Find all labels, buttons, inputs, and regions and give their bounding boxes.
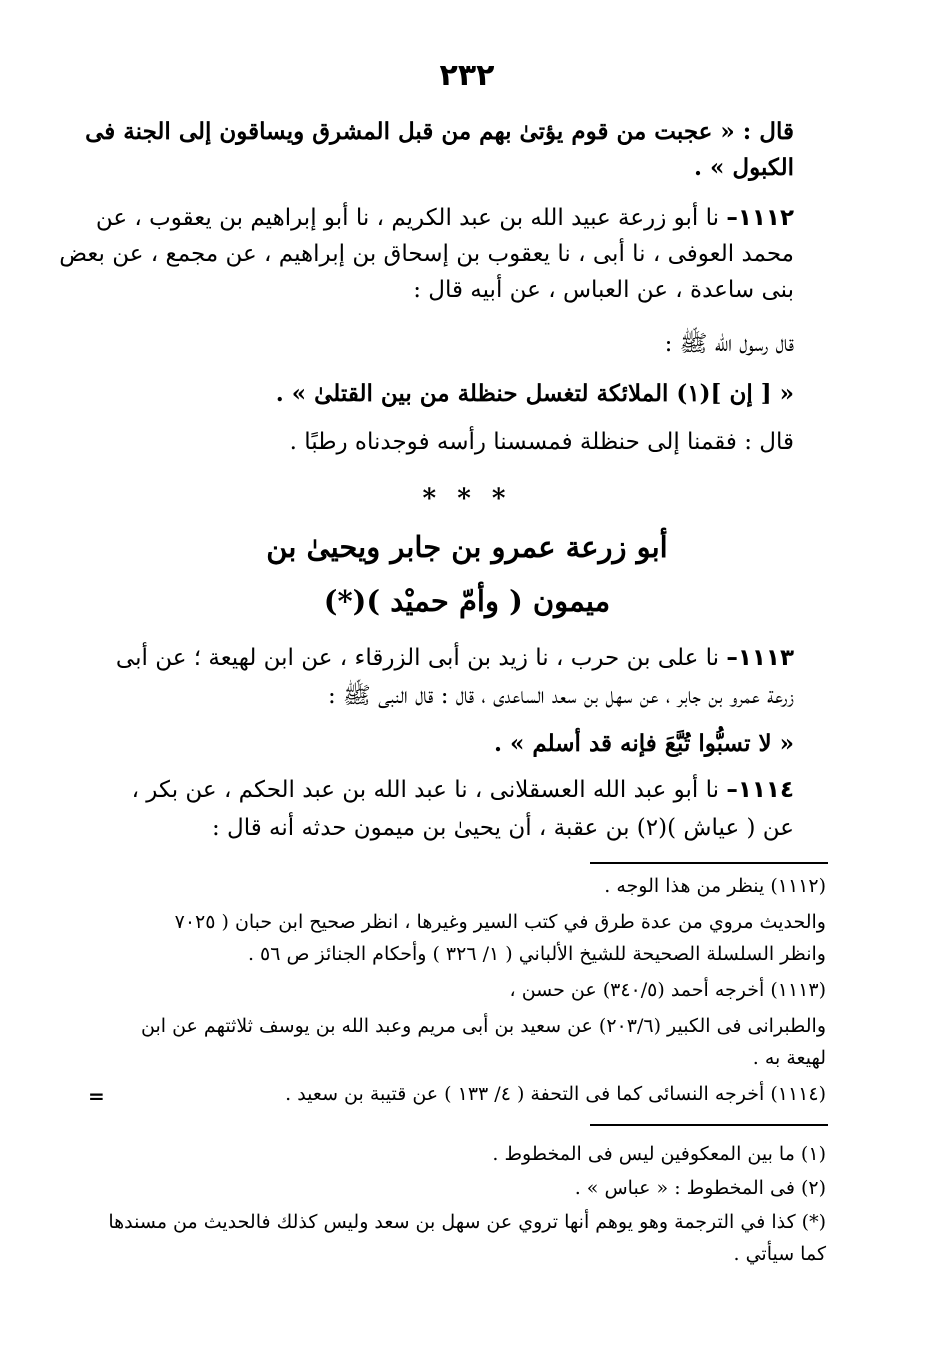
footnote-2: (٢) فى المخطوط : « عباس » . [574,1177,826,1199]
continuation-mark: = [88,1084,105,1108]
hadith-1112-quote: « [ إن ](١) الملائكة لتغسل حنظلة من بين القتلىٰ » . [275,380,794,407]
hadith-1112-line-5: قال : فقمنا إلى حنظلة فمسسنا رأسه فوجدناه رطبًا . [289,429,794,455]
hadith-number: ١١١٣– [726,645,794,671]
hadith-1112-line-3: بنى ساعدة ، عن العباس ، عن أبيه قال : [413,277,794,303]
section-heading-line-2: ميمون ( وأمّ حميْد )(*) [323,584,611,618]
hadith-1112-line-1 [96,202,794,234]
note-line-6: لهيعة به . [752,1047,826,1069]
hadith-number: ١١١٢– [726,205,794,231]
hadith-1114-line-2: عن ( عياش )(٢) بن عقبة ، أن يحيىٰ بن ميمون حدثه أنه قال : [211,815,794,841]
page-number: ٢٣٢ [439,58,495,93]
note-line-1: (١١١٢) ينظر من هذا الوجه . [604,875,826,897]
hadith-text: نا أبو عبد الله العسقلانى ، نا عبد الله بن عبد الحكم ، عن بكر ، [131,777,720,803]
hadith-1113-quote: « لا تسبُّوا تُبَّعَ فإنه قد أسلم » . [493,730,794,757]
hadith-number: ١١١٤– [726,777,794,803]
section-separator: * * * [422,484,512,514]
footnote-1: (١) ما بين المعكوفين ليس فى المخطوط . [492,1143,826,1165]
note-line-3: وانظر السلسلة الصحيحة للشيخ الألباني ( ١/ ٣٢٦ ) وأحكام الجنائز ص ٥٦ . [247,943,826,965]
section-heading-line-1: أبو زرعة عمرو بن جابر ويحيىٰ بن [266,530,668,564]
hadith-text: نا أبو زرعة عبيد الله بن عبد الكريم ، نا أبو إبراهيم بن يعقوب ، عن [95,205,720,231]
hadith-1112-line-2: محمد العوفى ، نا أبى ، نا يعقوب بن إسحاق بن إبراهيم ، عن مجمع ، عن بعض [59,241,794,267]
note-line-7: (١١١٤) أخرجه النسائى كما فى التحفة ( ٤/ ١٣٣ ) عن قتيبة بن سعيد . [285,1083,826,1105]
hadith-1112-line-4: قال رسول الله ﷺ : [664,331,794,357]
note-line-4: (١١١٣) أخرجه أحمد (٣٤٠/٥) عن حسن ، [509,979,826,1001]
note-line-5: والطبرانى فى الكبير (٢٠٣/٦) عن سعيد بن أبى مريم وعبد الله بن يوسف ثلاثتهم عن ابن [141,1015,826,1037]
footnote-star-line-2: كما سيأتي . [733,1243,826,1265]
hadith-1113-line-2: زرعة عمرو بن جابر ، عن سهل بن سعد الساعدى ، قال : قال النبى ﷺ : [327,683,794,709]
footnote-divider-2 [590,1124,828,1126]
text-line-1: قال : « عجبت من قوم يؤتىٰ بهم من قبل المشرق ويساقون إلى الجنة فى [85,118,794,145]
note-line-2: والحديث مروي من عدة طرق في كتب السير وغيرها ، انظر صحيح ابن حبان ( ٧٠٢٥ [174,911,826,933]
hadith-text: نا على بن حرب ، نا زيد بن أبى الزرقاء ، عن ابن لهيعة ؛ عن أبى [115,645,720,671]
hadith-1113-line-1 [116,642,794,674]
footnote-star-line-1: (*) كذا في الترجمة وهو يوهم أنها تروي عن سهل بن سعد وليس كذلك فالحديث من مسندها [108,1211,826,1233]
hadith-1114-line-1 [132,774,794,806]
footnote-divider [590,862,828,864]
text-line-2: الكبول » . [693,154,794,181]
